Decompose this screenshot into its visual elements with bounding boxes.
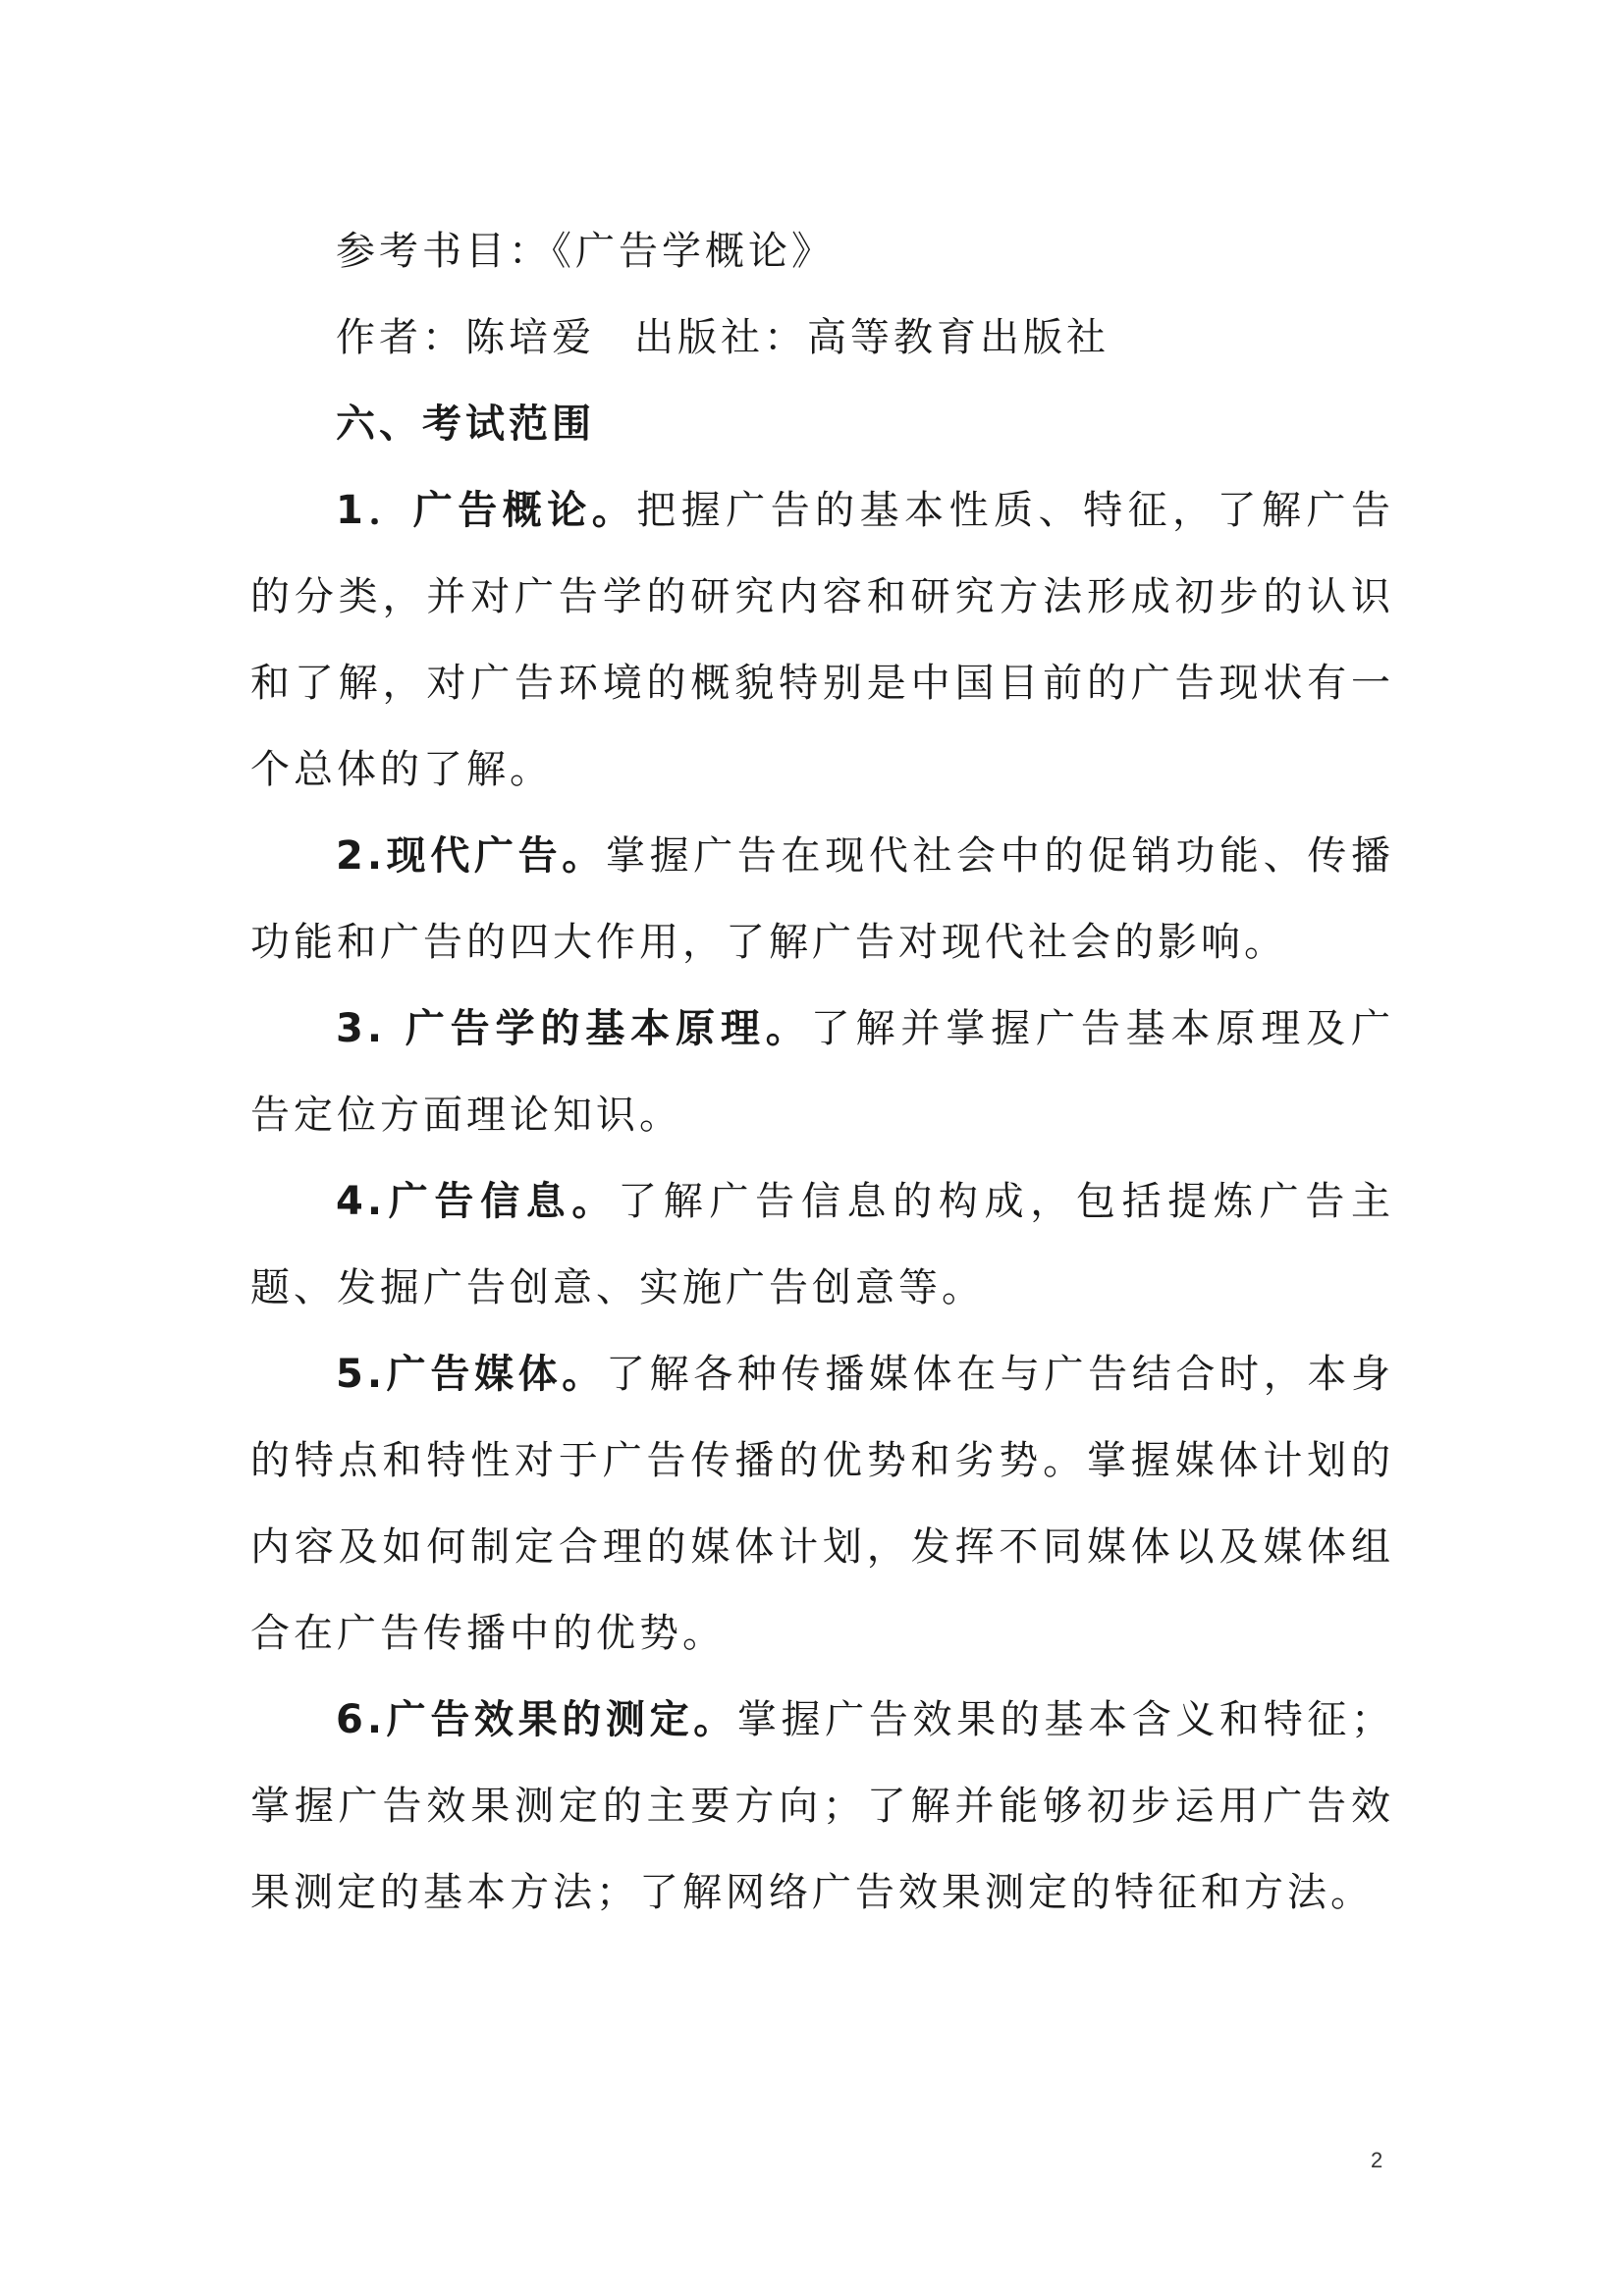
exam-item-3 bbox=[250, 986, 1394, 1158]
exam-item-body: 掌握广告效果的基本含义和特征；掌握广告效果测定的主要方向；了解并能够初步运用广告效果测定的基本方法；了解网络广告效果测定的特征和方法。 bbox=[250, 1697, 1395, 1915]
section-heading: 六、考试范围 bbox=[336, 401, 595, 447]
exam-item-title: 6.广告效果的测定。 bbox=[336, 1697, 737, 1742]
exam-item-title: 5.广告媒体。 bbox=[336, 1352, 606, 1397]
exam-item-4 bbox=[250, 1158, 1394, 1331]
reference-book-text: 参考书目：《广告学概论》 bbox=[336, 229, 835, 274]
exam-item-body: 掌握广告在现代社会中的促销功能、传播功能和广告的四大作用，了解广告对现代社会的影响。 bbox=[250, 833, 1395, 965]
document-body bbox=[250, 208, 1394, 1936]
exam-item-6 bbox=[250, 1677, 1394, 1936]
exam-item-title: 3. 广告学的基本原理。 bbox=[336, 1006, 811, 1051]
exam-item-body: 了解广告信息的构成，包括提炼广告主题、发掘广告创意、实施广告创意等。 bbox=[250, 1179, 1395, 1310]
reference-book-line bbox=[250, 208, 1394, 294]
publisher-text: 出版社：高等教育出版社 bbox=[634, 315, 1110, 360]
exam-item-5 bbox=[250, 1331, 1394, 1677]
exam-item-body: 把握广告的基本性质、特征，了解广告的分类，并对广告学的研究内容和研究方法形成初步的认识和了解，对广告环境的概貌特别是中国目前的广告现状有一个总体的了解。 bbox=[250, 488, 1394, 792]
page-number: 2 bbox=[1371, 2148, 1383, 2172]
author-text: 作者：陈培爱 bbox=[336, 315, 595, 360]
reference-author-line bbox=[250, 294, 1394, 381]
exam-item-body: 了解并掌握广告基本原理及广告定位方面理论知识。 bbox=[250, 1006, 1395, 1138]
exam-item-2 bbox=[250, 813, 1394, 986]
exam-item-title: 2.现代广告。 bbox=[336, 833, 606, 879]
exam-item-title: 1．广告概论。 bbox=[336, 488, 637, 533]
exam-item-body: 了解各种传播媒体在与广告结合时，本身的特点和特性对于广告传播的优势和劣势。掌握媒体计划的内容及如何制定合理的媒体计划，发挥不同媒体以及媒体组合在广告传播中的优势。 bbox=[250, 1352, 1395, 1656]
exam-item-title: 4.广告信息。 bbox=[336, 1179, 619, 1224]
exam-item-1 bbox=[250, 467, 1394, 813]
